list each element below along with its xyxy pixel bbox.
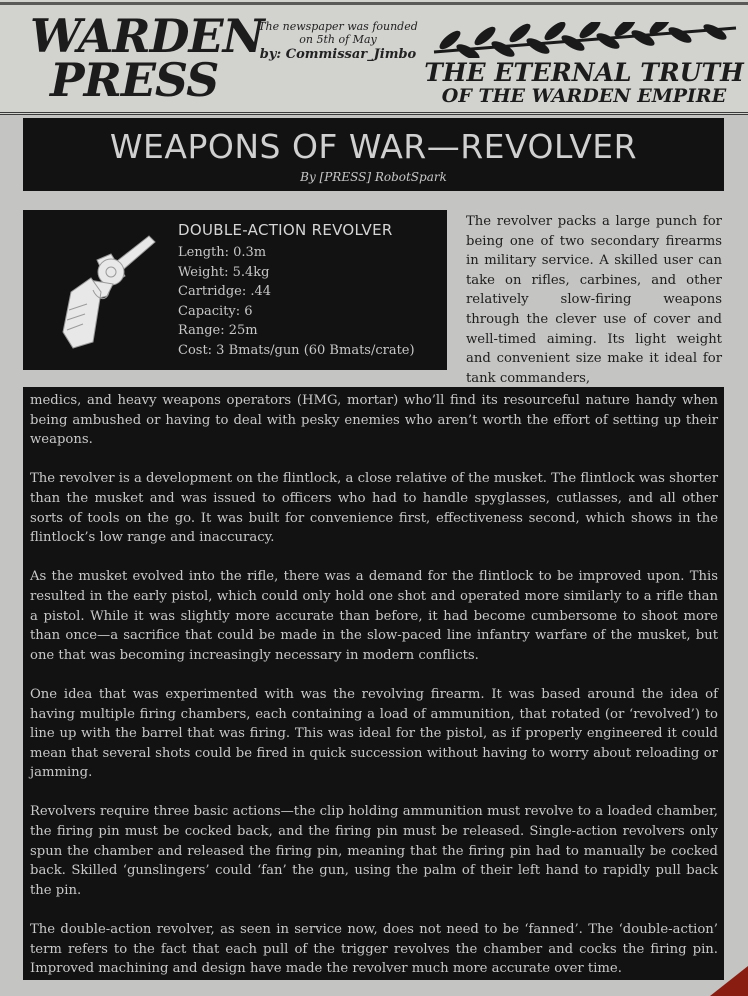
founded-line-2: on 5th of May bbox=[299, 33, 377, 46]
founder-byline: by: Commissar_Jimbo bbox=[259, 47, 417, 62]
spec-length: Length: 0.3m bbox=[178, 245, 267, 260]
weapon-spec-card bbox=[23, 210, 447, 370]
revolver-illustration bbox=[53, 232, 161, 350]
founded-note bbox=[258, 20, 418, 61]
article-headline: WEAPONS OF WAR—REVOLVER bbox=[109, 127, 638, 166]
body-paragraph: Revolvers require three basic actions—the clip holding ammunition must revolve to a loaded chamber, the firing pin must be cocked back, and the firing pin must be released. Single-action revolvers only spun the chamber and released the firing pin, meaning that the firing pin had to manually be cocked back. Skilled ‘gunslingers’ could ‘fan’ the gun, using the palm of their left hand to rapidly pull back the pin. bbox=[30, 804, 718, 898]
top-rule bbox=[0, 2, 748, 5]
spec-cost: Cost: 3 Bmats/gun (60 Bmats/crate) bbox=[178, 342, 415, 358]
spec-range: Range: 25m bbox=[178, 323, 258, 339]
motto-line-2: OF THE WARDEN EMPIRE bbox=[441, 85, 727, 107]
body-paragraph: The revolver is a development on the flintlock, a close relative of the musket. The flintlock was shorter than the musket and was issued to officers who had to handle spyglasses, cutlasses, and all other sorts of tools on the go. It was built for convenience first, effectiveness second, which shows in the flintlock’s low range and inaccuracy. bbox=[30, 471, 718, 546]
body-paragraph: As the musket evolved into the rifle, there was a demand for the flintlock to be improved upon. This resulted in the early pistol, which could only hold one shot and operated more similarly to a rifle than a pistol. While it was slightly more accurate than before, it had become cumbersome to shoot more than once—a sacrifice that could be made in the slow-paced line infantry warfare of the musket, but one that was becoming increasingly necessary in modern conflicts. bbox=[30, 569, 718, 663]
spec-title: DOUBLE-ACTION REVOLVER bbox=[178, 221, 393, 239]
laurel-branch-icon bbox=[430, 22, 740, 58]
spec-weight: Weight: 5.4kg bbox=[178, 264, 270, 280]
spec-list bbox=[178, 243, 415, 361]
body-paragraph: One idea that was experimented with was the revolving firearm. It was based around the idea of having multiple firing chambers, each containing a load of ammunition, that rotated (or ‘revolved’) to line up with the barrel that was firing. This was ideal for the pistol, as if properly engineered it could mean that several shots could be fired in quick succession without having to worry about reloading or jamming. bbox=[30, 686, 718, 781]
article-body bbox=[23, 387, 724, 980]
masthead bbox=[0, 0, 748, 115]
founded-line-1: The newspaper was founded bbox=[258, 20, 418, 33]
logo-line-1: WARDEN bbox=[30, 9, 264, 63]
corner-accent bbox=[710, 966, 748, 996]
headline-banner bbox=[23, 118, 724, 191]
article-author: By [PRESS] RobotSpark bbox=[300, 170, 447, 184]
body-paragraph: The double-action revolver, as seen in service now, does not need to be ‘fanned’. The ‘double-action’ term refers to the fact that each pull of the trigger revolves the chamber and cocks the firing pin. Improved machining and design have made the revolver much more accurate over time. bbox=[30, 922, 718, 977]
spec-cartridge: Cartridge: .44 bbox=[178, 284, 272, 300]
body-paragraph: medics, and heavy weapons operators (HMG, mortar) who’ll find its resourceful nature handy when being ambushed or having to deal with pesky enemies who aren’t worth the effort of setting up their weapons. bbox=[30, 393, 718, 448]
motto-line-1: THE ETERNAL TRUTH bbox=[424, 58, 744, 87]
spec-capacity: Capacity: 6 bbox=[178, 303, 253, 319]
newspaper-motto bbox=[424, 60, 744, 106]
newspaper-logo bbox=[30, 9, 264, 107]
lead-paragraph-text: The revolver packs a large punch for being one of two secondary firearms in military service. A skilled user can take on rifles, carbines, and other relatively slow-firing weapons through the clever use of cover and well-timed aiming. Its light weight and convenient size make it ideal for tank commanders, bbox=[466, 214, 722, 386]
lead-paragraph bbox=[466, 212, 722, 388]
logo-line-2: PRESS bbox=[50, 53, 219, 107]
